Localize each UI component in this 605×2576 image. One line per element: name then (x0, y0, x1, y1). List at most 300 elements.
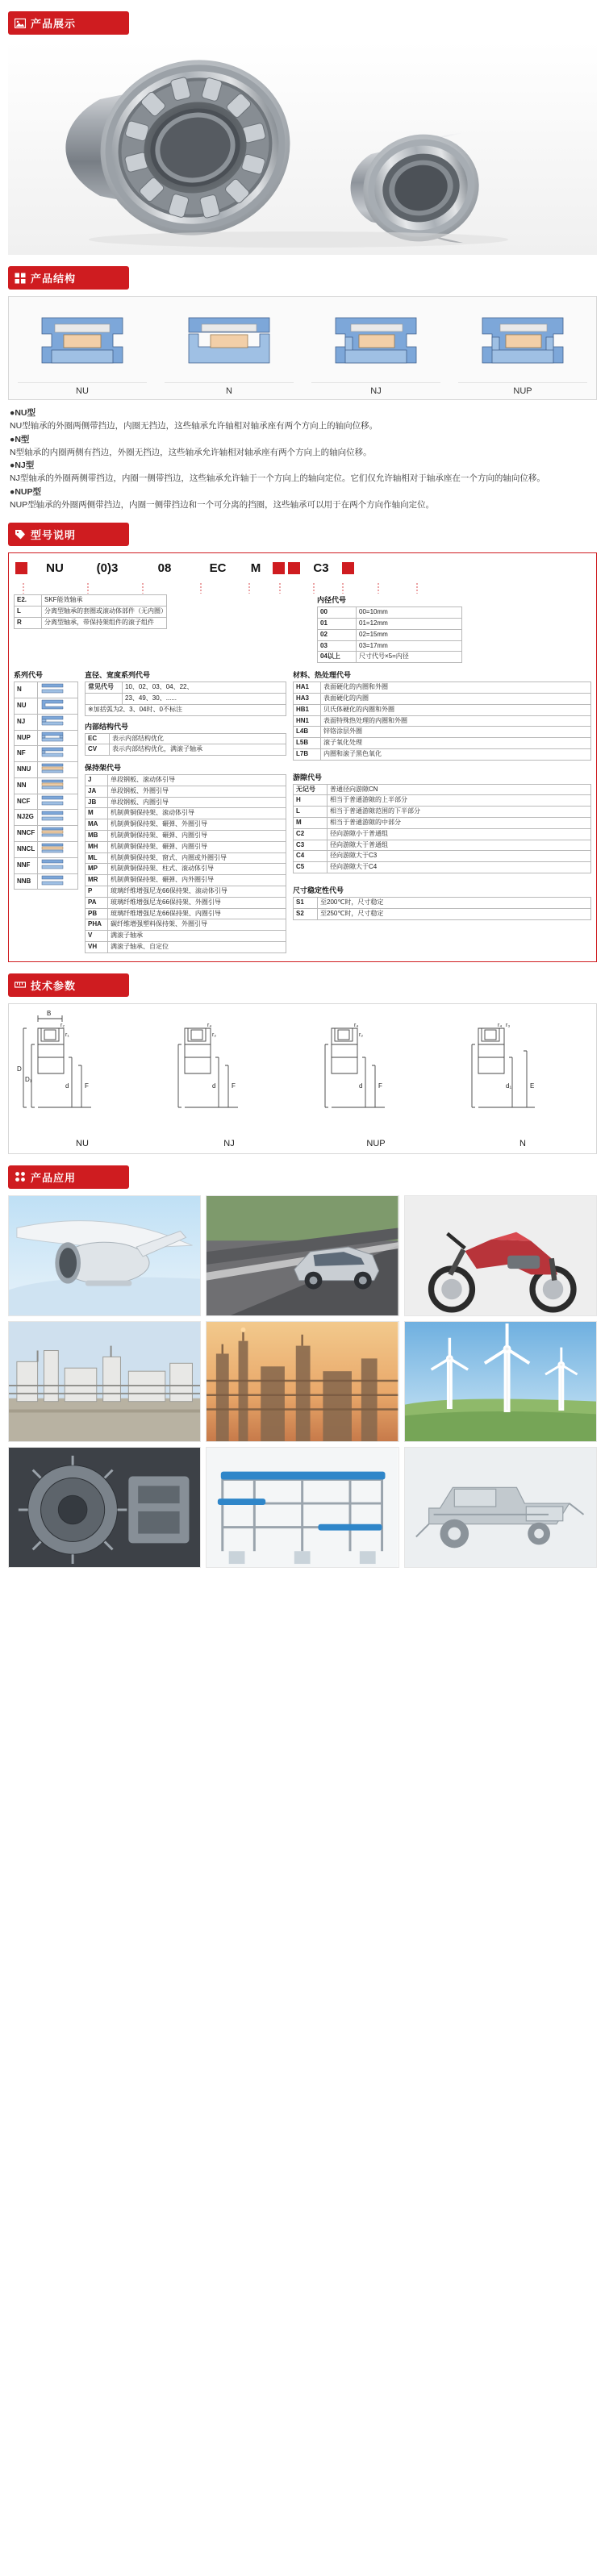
table-row (294, 693, 591, 704)
app-sports-car (206, 1195, 398, 1316)
cell: 相当于普通游隙范围的下半部分 (328, 807, 591, 818)
cell: 10、02、03、04、22、 (123, 682, 286, 694)
refinery-image (207, 1322, 398, 1441)
table-row (318, 640, 462, 652)
nj-dimension-drawing (161, 1011, 302, 1132)
cell: NF (15, 746, 38, 762)
clearance-code-table (293, 784, 591, 873)
inner-code-label: 内径代号 (317, 596, 347, 605)
model-body (14, 594, 591, 953)
table-row (15, 873, 78, 890)
table-row (294, 840, 591, 851)
series-icon (40, 795, 65, 806)
table-row (15, 714, 78, 730)
table-row (294, 795, 591, 807)
cell: 分离型轴承的套圈或滚动体部件（无内圈） (42, 606, 167, 617)
cell: 径向游隙大于C4 (328, 862, 591, 873)
cell: 01=12mm (357, 618, 462, 629)
table-row (86, 852, 286, 864)
cell: 碳纤维增强塑料保持架、外圈引导 (108, 919, 286, 931)
cell: 机制黄铜保持架、碾弹、内圈引导 (108, 841, 286, 852)
cell: 玻璃纤维增强尼龙66保持架、内圈引导 (108, 908, 286, 919)
gearbox-machinery-image (9, 1448, 200, 1567)
cell (38, 810, 78, 826)
series-label: 系列代号 (14, 671, 44, 680)
app-refinery (206, 1321, 398, 1442)
dim-d: d (65, 1082, 69, 1090)
cell: 无记号 (294, 784, 328, 795)
cell: NCF (15, 794, 38, 810)
cell: HA3 (294, 693, 321, 704)
table-row (86, 797, 286, 808)
cell: NNCL (15, 842, 38, 858)
table-row: 常见代号 10、02、03、04、22、 (86, 682, 286, 694)
code-series: NU (46, 561, 64, 576)
table-row (294, 715, 591, 727)
cell: MB (86, 831, 108, 842)
table-row (15, 730, 78, 746)
cell: 相当于普通游隙的中部分 (328, 818, 591, 829)
cell: SKF能效轴承 (42, 595, 167, 606)
table-row (86, 864, 286, 875)
nup-dimension-drawing (307, 1011, 449, 1132)
cell: ML (86, 852, 108, 864)
stability-code-label: 尺寸稳定性代号 (293, 886, 344, 895)
table-row (86, 919, 286, 931)
cell: NNF (15, 857, 38, 873)
table-row (15, 810, 78, 826)
cell: C3 (294, 840, 328, 851)
tech-row (9, 1011, 596, 1148)
product-photo (8, 41, 597, 255)
table-row (15, 746, 78, 762)
cell: 表示内部结构优化，满滚子轴承 (110, 744, 286, 756)
note-title: ●NUP型 (10, 486, 42, 497)
model-code-row (14, 558, 591, 583)
table-row (86, 693, 286, 704)
cage-code-table (85, 774, 286, 953)
cell: 至250℃时，尺寸稳定 (318, 908, 591, 919)
table-row (15, 595, 167, 606)
cell: E2. (15, 595, 42, 606)
cell: 机制黄铜保持架、碾弹、外圈引导 (108, 819, 286, 831)
structure-cell-n (165, 305, 294, 396)
code-connector-lines (14, 583, 598, 594)
cell: R (15, 617, 42, 628)
cell: MA (86, 819, 108, 831)
structure-caption: NUP (458, 382, 587, 396)
tech-caption: N (519, 1138, 526, 1148)
cell (38, 746, 78, 762)
cell: L4B (294, 727, 321, 738)
code-clearance: C3 (313, 561, 329, 576)
section-header-model (8, 523, 129, 546)
cell: NN (15, 777, 38, 794)
app-industrial-plant (8, 1321, 201, 1442)
code-cage: M (250, 561, 261, 576)
cell: CV (86, 744, 110, 756)
tech-caption: NUP (366, 1138, 386, 1148)
inner-struct-table (85, 733, 286, 757)
cell: 03=17mm (357, 640, 462, 652)
cell: C2 (294, 828, 328, 840)
note-text: N型轴承的内圈两侧有挡边，外圈无挡边，这些轴承允许轴相对轴承座有两个方向上的轴向位移。 (10, 447, 372, 457)
cell: 径向游隙大于C3 (328, 851, 591, 862)
section-title: 技术参数 (31, 979, 77, 992)
series-icon (40, 779, 65, 790)
table-row (318, 629, 462, 640)
table-row (86, 808, 286, 819)
structure-caption: NJ (311, 382, 440, 396)
cell: 满滚子轴承 (108, 931, 286, 942)
cell: MH (86, 841, 108, 852)
cell: HA1 (294, 682, 321, 694)
cell: EC (86, 733, 110, 744)
app-gearbox-machinery (8, 1447, 201, 1568)
cell: S2 (294, 908, 318, 919)
cell (38, 682, 78, 698)
middle-column (85, 669, 286, 953)
cell: H (294, 795, 328, 807)
table-row (15, 857, 78, 873)
size-series-table (85, 682, 286, 715)
section-title: 产品结构 (31, 273, 77, 285)
cell (38, 714, 78, 730)
dim-r2: r₂ (212, 1032, 217, 1038)
cell (38, 698, 78, 714)
section-header-structure (8, 266, 129, 290)
material-code-table (293, 682, 591, 761)
dim-r4: r₄ (498, 1022, 503, 1028)
cell: JB (86, 797, 108, 808)
table-row (86, 786, 286, 797)
table-row (294, 862, 591, 873)
cell: 单段钢板、内圈引导 (108, 797, 286, 808)
series-icon (40, 715, 65, 726)
series-icon (40, 683, 65, 694)
cell: S1 (294, 898, 318, 909)
table-row (86, 744, 286, 756)
cell (38, 762, 78, 778)
image-icon (15, 18, 26, 29)
tech-cell-nj (161, 1011, 298, 1148)
model-code-panel (8, 552, 597, 962)
note-item (10, 459, 595, 472)
tech-cell-n (454, 1011, 591, 1148)
code-box-material (273, 562, 285, 574)
code-box-prefix (15, 562, 27, 574)
table-row (294, 727, 591, 738)
table-row (15, 606, 167, 617)
table-row (294, 807, 591, 818)
series-table (14, 682, 78, 890)
cell: 玻璃纤维增强尼龙66保持架、外圈引导 (108, 897, 286, 908)
structure-caption: NU (18, 382, 147, 396)
structure-cell-nup (458, 305, 587, 396)
cell: NUP (15, 730, 38, 746)
series-code-block (14, 669, 78, 890)
section-title: 型号说明 (31, 529, 77, 542)
table-row (294, 748, 591, 760)
cell: JA (86, 786, 108, 797)
table-row (294, 738, 591, 749)
table-row (294, 828, 591, 840)
cell: VH (86, 942, 108, 953)
table-row (294, 851, 591, 862)
table-row (86, 908, 286, 919)
cell: N (15, 682, 38, 698)
stability-code-table (293, 897, 591, 920)
cell: 00 (318, 607, 357, 619)
series-icon (40, 747, 65, 757)
table-row (294, 784, 591, 795)
table-row (15, 617, 167, 628)
ruler-icon (15, 979, 26, 990)
cell: J (86, 775, 108, 786)
cell: 02=15mm (357, 629, 462, 640)
code-box-extra (288, 562, 300, 574)
cylindrical-roller-bearing-photo (8, 41, 597, 255)
cell (38, 826, 78, 842)
structure-row (9, 305, 596, 396)
series-icon (40, 732, 65, 742)
dim-r2: r₂ (359, 1032, 364, 1038)
right-column (293, 669, 591, 920)
table-row (318, 652, 462, 663)
cell: PB (86, 908, 108, 919)
dim-r1: r₁ (65, 1032, 69, 1038)
dim-d: d (359, 1082, 363, 1090)
cell (38, 777, 78, 794)
cell: ※加括弧为2、3、04时、0不标注 (86, 704, 286, 715)
clearance-code-label: 游隙代号 (293, 773, 323, 782)
nu-dimension-drawing (14, 1011, 155, 1132)
cell: 径向游隙小于普通组 (328, 828, 591, 840)
cell: 23、49、30、...... (123, 693, 286, 704)
cell: MP (86, 864, 108, 875)
cell (38, 730, 78, 746)
inner-struct-label: 内部结构代号 (85, 722, 129, 731)
section-title: 产品展示 (31, 18, 77, 30)
dim-D: D (17, 1065, 22, 1073)
series-icon (40, 827, 65, 837)
wind-turbines-image (405, 1322, 596, 1441)
cell: M (86, 808, 108, 819)
cell: PHA (86, 919, 108, 931)
nup-section-drawing (462, 305, 583, 377)
app-steel-structure (206, 1447, 398, 1568)
cell: 机制黄铜保持架、窗式、内圈或外圈引导 (108, 852, 286, 864)
section-header-tech (8, 973, 129, 997)
table-row (86, 886, 286, 898)
cell: 表面特殊热处理的内圈和外圈 (321, 715, 591, 727)
table-row (86, 931, 286, 942)
dim-r3: r₃ (506, 1022, 511, 1028)
cell: 贝氏体硬化的内圈和外圈 (321, 704, 591, 715)
table-row (15, 826, 78, 842)
app-harvester-machine (404, 1447, 597, 1568)
tech-cell-nup (307, 1011, 444, 1148)
cell: C5 (294, 862, 328, 873)
cell: HN1 (294, 715, 321, 727)
section-header-display (8, 11, 129, 35)
tech-params-panel (8, 1003, 597, 1154)
table-row (86, 733, 286, 744)
table-row (86, 897, 286, 908)
series-icon (40, 811, 65, 821)
series-icon (40, 875, 65, 886)
dim-r2: r₂ (60, 1022, 65, 1028)
footer-spacer (0, 1568, 605, 1573)
nj-section-drawing (315, 305, 436, 377)
table-row (15, 762, 78, 778)
cell: NJ2G (15, 810, 38, 826)
cell: 单段钢板、滚动体引导 (108, 775, 286, 786)
cell: 机制黄铜保持架、碾弹、内外圈引导 (108, 875, 286, 886)
cell: 机制黄铜保持架、滚动体引导 (108, 808, 286, 819)
cell: 02 (318, 629, 357, 640)
cell: V (86, 931, 108, 942)
table-row (318, 607, 462, 619)
front-code-block (14, 594, 167, 628)
tech-cell-nu (14, 1011, 151, 1148)
code-box-stability (342, 562, 354, 574)
table-row (86, 831, 286, 842)
n-section-drawing (169, 305, 290, 377)
cell: 03 (318, 640, 357, 652)
cell: 单段钢板、外圈引导 (108, 786, 286, 797)
tech-caption: NJ (223, 1138, 235, 1148)
sports-car-image (207, 1196, 398, 1315)
tag-icon (15, 529, 26, 540)
table-row (294, 818, 591, 829)
cell: L5B (294, 738, 321, 749)
n-dimension-drawing (454, 1011, 595, 1132)
dim-F: F (232, 1082, 236, 1090)
cell: L (15, 606, 42, 617)
table-row (86, 942, 286, 953)
cell: 锌铬涂层外圈 (321, 727, 591, 738)
cell: NNU (15, 762, 38, 778)
cell: NJ (15, 714, 38, 730)
dim-F: F (378, 1082, 382, 1090)
cell: C4 (294, 851, 328, 862)
table-row (86, 841, 286, 852)
dim-D1: D₁ (25, 1075, 32, 1083)
structure-cell-nu (18, 305, 147, 396)
cell: 表示内部结构优化 (110, 733, 286, 744)
dim-r4: r₄ (354, 1022, 359, 1028)
note-item (10, 406, 595, 419)
table-row (294, 704, 591, 715)
series-icon (40, 763, 65, 773)
industrial-plant-image (9, 1322, 200, 1441)
cell: 01 (318, 618, 357, 629)
cell: L (294, 807, 328, 818)
note-item (10, 433, 595, 446)
cell: NU (15, 698, 38, 714)
table-row (86, 875, 286, 886)
cell: 玻璃纤维增强尼龙66保持架、滚动体引导 (108, 886, 286, 898)
applications-grid (8, 1195, 597, 1568)
cell: NNCF (15, 826, 38, 842)
inner-diameter-block (317, 594, 462, 663)
tech-caption: NU (76, 1138, 89, 1148)
motorcycle-image (405, 1196, 596, 1315)
cell: 至200℃时，尺寸稳定 (318, 898, 591, 909)
structure-notes (10, 406, 595, 511)
cell: 满滚子轴承、自定位 (108, 942, 286, 953)
table-row (15, 777, 78, 794)
cell: 滚子氧化处理 (321, 738, 591, 749)
cell: 内圈和滚子黑色氧化 (321, 748, 591, 760)
inner-code-table (317, 606, 462, 663)
grid-icon (15, 273, 26, 284)
table-row (294, 682, 591, 694)
section-title: 产品应用 (31, 1171, 77, 1184)
cell: 机制黄铜保持架、柱式、滚动体引导 (108, 864, 286, 875)
table-row (86, 819, 286, 831)
app-motorcycle (404, 1195, 597, 1316)
dim-r4: r₄ (207, 1022, 212, 1028)
page-root (0, 11, 605, 1581)
aircraft-engine-image (9, 1196, 200, 1315)
dim-F: F (85, 1082, 89, 1090)
cage-code-label: 保持架代号 (85, 764, 122, 773)
dim-E: E (530, 1082, 535, 1090)
code-bore: 08 (157, 561, 172, 576)
note-text: NU型轴承的外圈两侧带挡边，内圈无挡边，这些轴承允许轴相对轴承座有两个方向上的轴向位移。 (10, 421, 378, 431)
cell: 尺寸代号×5=内径 (357, 652, 462, 663)
table-row (15, 794, 78, 810)
table-row (15, 698, 78, 714)
material-code-label: 材料、热处理代号 (293, 671, 352, 680)
cell: PA (86, 897, 108, 908)
cell: 表面硬化的内圈和外圈 (321, 682, 591, 694)
note-title: ●NJ型 (10, 461, 35, 471)
cell: NNB (15, 873, 38, 890)
cell: P (86, 886, 108, 898)
dim-d1: d₁ (506, 1082, 512, 1090)
cell: HB1 (294, 704, 321, 715)
table-row (86, 704, 286, 715)
table-row (318, 618, 462, 629)
front-code-table (14, 594, 167, 628)
section-header-apps (8, 1165, 129, 1189)
note-text: NJ型轴承的外圈两侧带挡边，内圈一侧带挡边，这些轴承允许轴于一个方向上的轴向定位。它们仅允许轴相对于轴承座在一个方向的轴向位移。 (10, 473, 545, 484)
note-item (10, 486, 595, 498)
cell: 表面硬化的内圈 (321, 693, 591, 704)
svg-text:B: B (47, 1010, 52, 1017)
code-internal-design: EC (209, 561, 227, 576)
cell: 相当于普通游隙的上半部分 (328, 795, 591, 807)
note-text: NUP型轴承的外圈两侧带挡边，内圈一侧带挡边和一个可分离的挡圈，这些轴承可以用于在两个方向作轴向定位。 (10, 499, 435, 510)
cell (38, 873, 78, 890)
nu-section-drawing (22, 305, 143, 377)
cell: 径向游隙大于普通组 (328, 840, 591, 851)
table-row (294, 898, 591, 909)
table-row (15, 842, 78, 858)
size-series-label: 直径、宽度系列代号 (85, 671, 151, 680)
cell: L7B (294, 748, 321, 760)
code-dimension-series: (0)3 (96, 561, 119, 576)
structure-panel (8, 296, 597, 400)
table-row (86, 775, 286, 786)
series-icon (40, 859, 65, 869)
cell: 普通径向游隙CN (328, 784, 591, 795)
cell: M (294, 818, 328, 829)
note-title: ●N型 (10, 434, 30, 444)
